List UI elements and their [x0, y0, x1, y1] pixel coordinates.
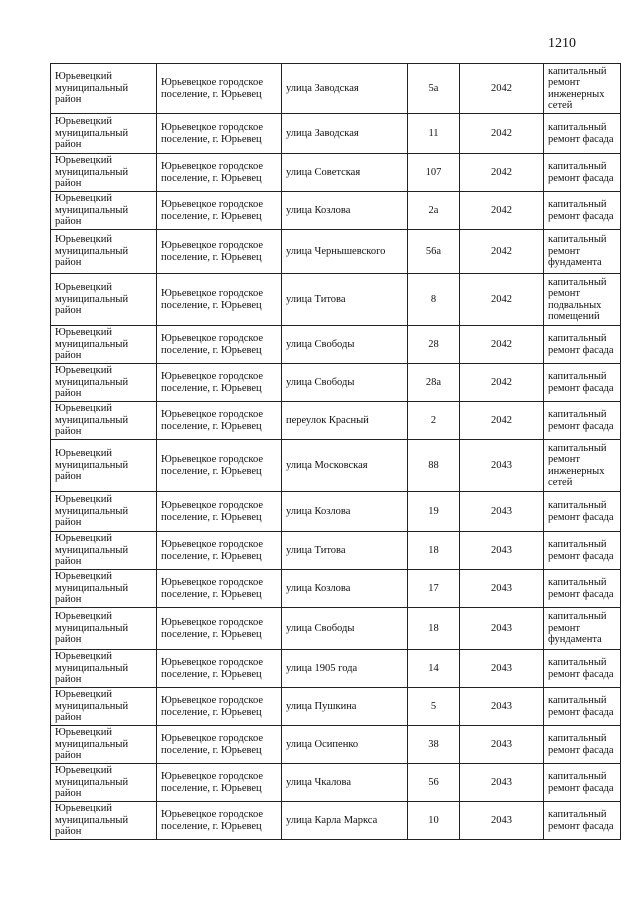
work-type-cell: капитальный ремонт фасада — [544, 114, 621, 154]
house-number-cell: 18 — [408, 532, 460, 570]
table-row — [51, 440, 621, 492]
year-cell: 2042 — [460, 192, 544, 230]
page-number: 1210 — [548, 36, 576, 51]
year-cell: 2042 — [460, 402, 544, 440]
street-cell: улица Карла Маркса — [282, 802, 408, 840]
street-cell: улица Свободы — [282, 326, 408, 364]
house-number-cell: 28а — [408, 364, 460, 402]
work-type-cell: капитальный ремонт фасада — [544, 532, 621, 570]
district-cell: Юрьевецкий муниципальный район — [51, 492, 157, 532]
work-type-cell: капитальный ремонт фасада — [544, 764, 621, 802]
work-type-cell: капитальный ремонт фасада — [544, 570, 621, 608]
house-number-cell: 2а — [408, 192, 460, 230]
settlement-cell: Юрьевецкое городское поселение, г. Юрьевец — [157, 608, 282, 650]
work-type-cell: капитальный ремонт фасада — [544, 326, 621, 364]
year-cell: 2042 — [460, 154, 544, 192]
district-cell: Юрьевецкий муниципальный район — [51, 802, 157, 840]
table-row — [51, 364, 621, 402]
street-cell: улица 1905 года — [282, 650, 408, 688]
work-type-cell: капитальный ремонт фасада — [544, 650, 621, 688]
year-cell: 2042 — [460, 364, 544, 402]
settlement-cell: Юрьевецкое городское поселение, г. Юрьевец — [157, 114, 282, 154]
street-cell: улица Свободы — [282, 364, 408, 402]
table-row — [51, 274, 621, 326]
table-row — [51, 802, 621, 840]
district-cell: Юрьевецкий муниципальный район — [51, 154, 157, 192]
settlement-cell: Юрьевецкое городское поселение, г. Юрьевец — [157, 570, 282, 608]
year-cell: 2043 — [460, 802, 544, 840]
settlement-cell: Юрьевецкое городское поселение, г. Юрьевец — [157, 402, 282, 440]
district-cell: Юрьевецкий муниципальный район — [51, 608, 157, 650]
street-cell: улица Заводская — [282, 114, 408, 154]
house-number-cell: 10 — [408, 802, 460, 840]
table-row — [51, 154, 621, 192]
year-cell: 2043 — [460, 440, 544, 492]
house-number-cell: 14 — [408, 650, 460, 688]
table-row — [51, 688, 621, 726]
street-cell: улица Козлова — [282, 492, 408, 532]
year-cell: 2043 — [460, 726, 544, 764]
settlement-cell: Юрьевецкое городское поселение, г. Юрьевец — [157, 440, 282, 492]
work-type-cell: капитальный ремонт фасада — [544, 726, 621, 764]
work-type-cell: капитальный ремонт фасада — [544, 364, 621, 402]
work-type-cell: капитальный ремонт подвальных помещений — [544, 274, 621, 326]
district-cell: Юрьевецкий муниципальный район — [51, 650, 157, 688]
table-body — [51, 64, 621, 840]
settlement-cell: Юрьевецкое городское поселение, г. Юрьевец — [157, 764, 282, 802]
settlement-cell: Юрьевецкое городское поселение, г. Юрьевец — [157, 192, 282, 230]
street-cell: улица Советская — [282, 154, 408, 192]
table-row — [51, 532, 621, 570]
street-cell: улица Осипенко — [282, 726, 408, 764]
year-cell: 2043 — [460, 492, 544, 532]
district-cell: Юрьевецкий муниципальный район — [51, 64, 157, 114]
district-cell: Юрьевецкий муниципальный район — [51, 326, 157, 364]
house-number-cell: 28 — [408, 326, 460, 364]
district-cell: Юрьевецкий муниципальный район — [51, 570, 157, 608]
house-number-cell: 38 — [408, 726, 460, 764]
work-type-cell: капитальный ремонт фасада — [544, 154, 621, 192]
year-cell: 2042 — [460, 64, 544, 114]
year-cell: 2043 — [460, 532, 544, 570]
street-cell: улица Московская — [282, 440, 408, 492]
settlement-cell: Юрьевецкое городское поселение, г. Юрьевец — [157, 230, 282, 274]
street-cell: улица Заводская — [282, 64, 408, 114]
settlement-cell: Юрьевецкое городское поселение, г. Юрьевец — [157, 154, 282, 192]
district-cell: Юрьевецкий муниципальный район — [51, 726, 157, 764]
settlement-cell: Юрьевецкое городское поселение, г. Юрьевец — [157, 326, 282, 364]
street-cell: улица Титова — [282, 274, 408, 326]
table-row — [51, 650, 621, 688]
house-number-cell: 88 — [408, 440, 460, 492]
street-cell: улица Чернышевского — [282, 230, 408, 274]
house-number-cell: 8 — [408, 274, 460, 326]
year-cell: 2042 — [460, 274, 544, 326]
settlement-cell: Юрьевецкое городское поселение, г. Юрьевец — [157, 492, 282, 532]
table-row — [51, 230, 621, 274]
street-cell: улица Титова — [282, 532, 408, 570]
settlement-cell: Юрьевецкое городское поселение, г. Юрьевец — [157, 64, 282, 114]
street-cell: улица Козлова — [282, 570, 408, 608]
settlement-cell: Юрьевецкое городское поселение, г. Юрьевец — [157, 802, 282, 840]
house-number-cell: 2 — [408, 402, 460, 440]
street-cell: улица Свободы — [282, 608, 408, 650]
house-number-cell: 107 — [408, 154, 460, 192]
house-number-cell: 56а — [408, 230, 460, 274]
house-number-cell: 56 — [408, 764, 460, 802]
work-type-cell: капитальный ремонт фасада — [544, 492, 621, 532]
settlement-cell: Юрьевецкое городское поселение, г. Юрьевец — [157, 650, 282, 688]
house-number-cell: 19 — [408, 492, 460, 532]
year-cell: 2043 — [460, 570, 544, 608]
district-cell: Юрьевецкий муниципальный район — [51, 532, 157, 570]
work-type-cell: капитальный ремонт фасада — [544, 402, 621, 440]
table-row — [51, 114, 621, 154]
settlement-cell: Юрьевецкое городское поселение, г. Юрьевец — [157, 274, 282, 326]
settlement-cell: Юрьевецкое городское поселение, г. Юрьевец — [157, 688, 282, 726]
district-cell: Юрьевецкий муниципальный район — [51, 192, 157, 230]
street-cell: улица Чкалова — [282, 764, 408, 802]
work-type-cell: капитальный ремонт инженерных сетей — [544, 64, 621, 114]
settlement-cell: Юрьевецкое городское поселение, г. Юрьевец — [157, 726, 282, 764]
district-cell: Юрьевецкий муниципальный район — [51, 440, 157, 492]
table-row — [51, 64, 621, 114]
settlement-cell: Юрьевецкое городское поселение, г. Юрьевец — [157, 532, 282, 570]
settlement-cell: Юрьевецкое городское поселение, г. Юрьевец — [157, 364, 282, 402]
house-number-cell: 11 — [408, 114, 460, 154]
house-number-cell: 17 — [408, 570, 460, 608]
district-cell: Юрьевецкий муниципальный район — [51, 114, 157, 154]
table-row — [51, 192, 621, 230]
table-row — [51, 326, 621, 364]
district-cell: Юрьевецкий муниципальный район — [51, 688, 157, 726]
district-cell: Юрьевецкий муниципальный район — [51, 402, 157, 440]
year-cell: 2043 — [460, 608, 544, 650]
street-cell: переулок Красный — [282, 402, 408, 440]
work-type-cell: капитальный ремонт фундамента — [544, 230, 621, 274]
house-number-cell: 5 — [408, 688, 460, 726]
work-type-cell: капитальный ремонт фасада — [544, 192, 621, 230]
table-row — [51, 726, 621, 764]
house-number-cell: 5а — [408, 64, 460, 114]
work-type-cell: капитальный ремонт фасада — [544, 802, 621, 840]
repair-schedule-table — [50, 63, 621, 840]
year-cell: 2043 — [460, 688, 544, 726]
street-cell: улица Козлова — [282, 192, 408, 230]
year-cell: 2042 — [460, 326, 544, 364]
year-cell: 2043 — [460, 650, 544, 688]
house-number-cell: 18 — [408, 608, 460, 650]
work-type-cell: капитальный ремонт фасада — [544, 688, 621, 726]
year-cell: 2043 — [460, 764, 544, 802]
district-cell: Юрьевецкий муниципальный район — [51, 364, 157, 402]
work-type-cell: капитальный ремонт фундамента — [544, 608, 621, 650]
year-cell: 2042 — [460, 114, 544, 154]
district-cell: Юрьевецкий муниципальный район — [51, 274, 157, 326]
table-row — [51, 608, 621, 650]
district-cell: Юрьевецкий муниципальный район — [51, 230, 157, 274]
table-row — [51, 764, 621, 802]
year-cell: 2042 — [460, 230, 544, 274]
work-type-cell: капитальный ремонт инженерных сетей — [544, 440, 621, 492]
district-cell: Юрьевецкий муниципальный район — [51, 764, 157, 802]
table-row — [51, 492, 621, 532]
table-row — [51, 402, 621, 440]
street-cell: улица Пушкина — [282, 688, 408, 726]
table-row — [51, 570, 621, 608]
